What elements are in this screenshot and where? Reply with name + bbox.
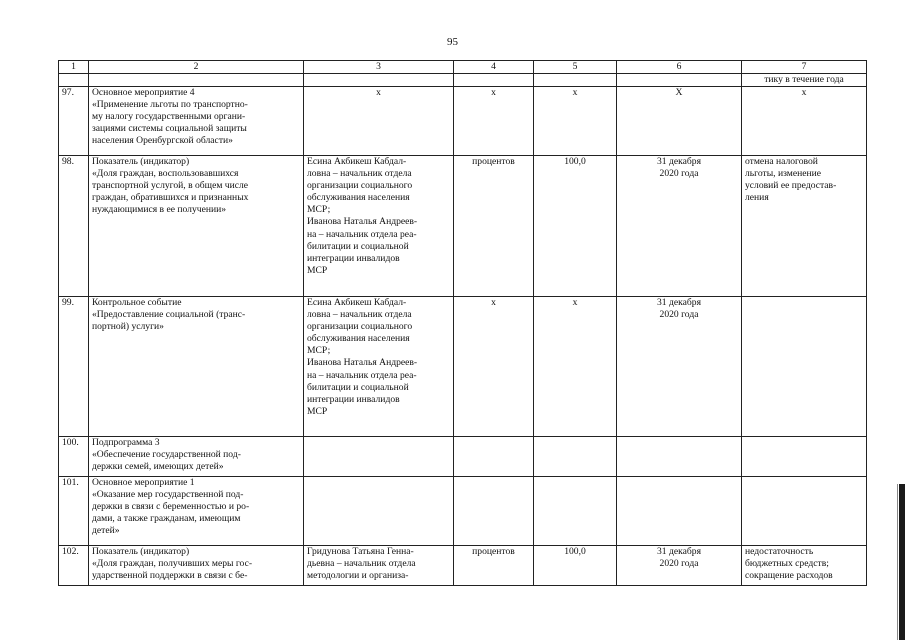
row-note bbox=[742, 437, 867, 477]
header-cell: 2 bbox=[89, 61, 304, 74]
table-row bbox=[59, 546, 867, 586]
row-date: 31 декабря 2020 года bbox=[617, 156, 742, 297]
empty-cell bbox=[617, 74, 742, 87]
row-number: 97. bbox=[59, 87, 89, 156]
row-date: Х bbox=[617, 87, 742, 156]
header-cell: 1 bbox=[59, 61, 89, 74]
row-number: 102. bbox=[59, 546, 89, 586]
row-note bbox=[742, 477, 867, 546]
row-responsible bbox=[304, 477, 454, 546]
row-date bbox=[617, 477, 742, 546]
row-value: 100,0 bbox=[534, 156, 617, 297]
row-unit: процентов bbox=[454, 156, 534, 297]
table-row bbox=[59, 297, 867, 437]
row-name: Основное мероприятие 1 «Оказание мер государственной под- держки в связи с беременностью и ро- дами, а также гражданам, имеющим детей» bbox=[89, 477, 304, 546]
header-cell: 7 bbox=[742, 61, 867, 74]
row-name: Показатель (индикатор) «Доля граждан, воспользовавшихся транспортной услугой, в общем числе граждан, обратившихся и признанных нуждающимися в ее получении» bbox=[89, 156, 304, 297]
header-cell: 3 bbox=[304, 61, 454, 74]
row-responsible: Есина Акбикеш Кабдал- ловна – начальник отдела организации социального обслуживания населения МСР; Иванова Наталья Андреев- на – начальник отдела реа- билитации и социальной интеграции инвалидов МСР bbox=[304, 156, 454, 297]
empty-cell bbox=[534, 74, 617, 87]
empty-cell bbox=[304, 74, 454, 87]
row-name: Контрольное событие «Предоставление социальной (транс- портной) услуги» bbox=[89, 297, 304, 437]
row-number: 99. bbox=[59, 297, 89, 437]
row-name: Основное мероприятие 4 «Применение льготы по транспортно- му налогу государственными органи- зациями системы социальной защиты населения Оренбургской области» bbox=[89, 87, 304, 156]
row-unit bbox=[454, 477, 534, 546]
row-value bbox=[534, 477, 617, 546]
row-name: Показатель (индикатор) «Доля граждан, получивших меры гос- ударственной поддержки в связи с бе- bbox=[89, 546, 304, 586]
row-date: 31 декабря 2020 года bbox=[617, 297, 742, 437]
row-number: 100. bbox=[59, 437, 89, 477]
row-unit: х bbox=[454, 297, 534, 437]
header-cell: 4 bbox=[454, 61, 534, 74]
empty-cell bbox=[454, 74, 534, 87]
row-unit: х bbox=[454, 87, 534, 156]
row-responsible: Есина Акбикеш Кабдал- ловна – начальник отдела организации социального обслуживания населения МСР; Иванова Наталья Андреев- на – начальник отдела реа- билитации и социальной интеграции инвалидов МСР bbox=[304, 297, 454, 437]
row-number: 101. bbox=[59, 477, 89, 546]
scan-edge-shadow bbox=[899, 484, 905, 640]
row-responsible: Гридунова Татьяна Генна- дьевна – начальник отдела методологии и организа- bbox=[304, 546, 454, 586]
row-number: 98. bbox=[59, 156, 89, 297]
header-cell: 6 bbox=[617, 61, 742, 74]
row-unit: процентов bbox=[454, 546, 534, 586]
row-value bbox=[534, 437, 617, 477]
row-note: отмена налоговой льготы, изменение условий ее предостав- ления bbox=[742, 156, 867, 297]
row-note: х bbox=[742, 87, 867, 156]
plan-table bbox=[58, 60, 867, 586]
empty-cell bbox=[89, 74, 304, 87]
row-value: 100,0 bbox=[534, 546, 617, 586]
table-row bbox=[59, 156, 867, 297]
scan-edge-line bbox=[897, 484, 898, 640]
table-row bbox=[59, 87, 867, 156]
row-note bbox=[742, 297, 867, 437]
table-row bbox=[59, 437, 867, 477]
row-unit bbox=[454, 437, 534, 477]
table-row bbox=[59, 477, 867, 546]
row-name: Подпрограмма 3 «Обеспечение государственной под- держки семей, имеющих детей» bbox=[89, 437, 304, 477]
row-responsible: х bbox=[304, 87, 454, 156]
row-date bbox=[617, 437, 742, 477]
continuation-text: тику в течение года bbox=[742, 74, 867, 87]
header-row bbox=[59, 61, 867, 74]
row-responsible bbox=[304, 437, 454, 477]
empty-cell bbox=[59, 74, 89, 87]
page-number: 95 bbox=[447, 36, 458, 48]
row-note: недостаточность бюджетных средств; сокращение расходов bbox=[742, 546, 867, 586]
continuation-row bbox=[59, 74, 867, 87]
row-date: 31 декабря 2020 года bbox=[617, 546, 742, 586]
row-value: х bbox=[534, 297, 617, 437]
header-cell: 5 bbox=[534, 61, 617, 74]
row-value: х bbox=[534, 87, 617, 156]
